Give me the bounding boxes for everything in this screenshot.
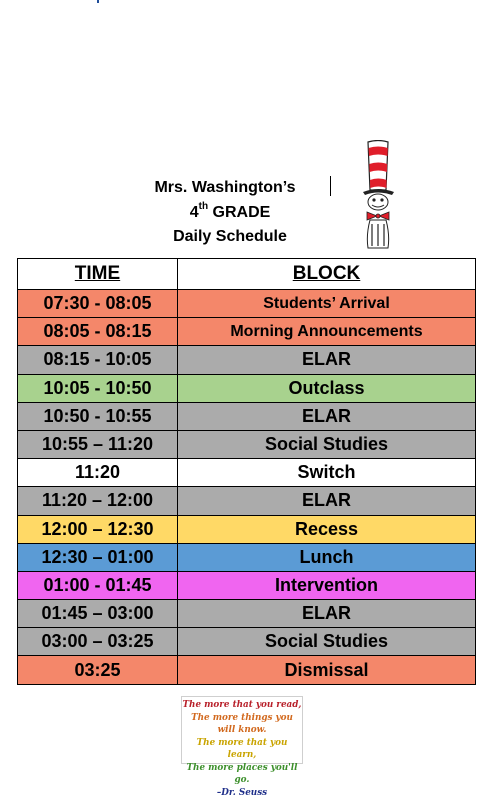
schedule-body xyxy=(18,290,476,685)
schedule-row xyxy=(18,430,476,458)
grade-word: GRADE xyxy=(208,204,270,221)
time-cell: 11:20 xyxy=(18,459,178,487)
block-cell: Social Studies xyxy=(178,628,476,656)
teacher-name: Mrs. Washington’s xyxy=(120,176,330,201)
schedule-row xyxy=(18,402,476,430)
time-cell: 03:00 – 03:25 xyxy=(18,628,178,656)
block-cell: Students’ Arrival xyxy=(178,290,476,318)
block-cell: Dismissal xyxy=(178,656,476,684)
block-cell: Social Studies xyxy=(178,430,476,458)
cat-in-the-hat-illustration xyxy=(356,140,400,250)
block-cell: Lunch xyxy=(178,543,476,571)
schedule-row xyxy=(18,515,476,543)
quote-line: The more that you read, xyxy=(182,699,302,712)
time-cell: 12:00 – 12:30 xyxy=(18,515,178,543)
header-row xyxy=(18,259,476,290)
block-cell: Intervention xyxy=(178,571,476,599)
schedule-row xyxy=(18,628,476,656)
schedule-row xyxy=(18,543,476,571)
grade-suffix: th xyxy=(199,201,208,212)
block-cell: ELAR xyxy=(178,600,476,628)
block-header: BLOCK xyxy=(178,259,476,290)
schedule-row xyxy=(18,656,476,684)
schedule-row xyxy=(18,374,476,402)
time-cell: 10:50 - 10:55 xyxy=(18,402,178,430)
time-cell: 10:55 – 11:20 xyxy=(18,430,178,458)
block-cell: ELAR xyxy=(178,487,476,515)
schedule-row xyxy=(18,487,476,515)
time-cell: 07:30 - 08:05 xyxy=(18,290,178,318)
schedule-row xyxy=(18,571,476,599)
quote-line: The more things you will know. xyxy=(182,712,302,737)
schedule-row xyxy=(18,346,476,374)
block-cell: ELAR xyxy=(178,402,476,430)
block-cell: ELAR xyxy=(178,346,476,374)
quote-line: The more that you learn, xyxy=(182,737,302,762)
schedule-title: Daily Schedule xyxy=(120,225,330,250)
time-header: TIME xyxy=(18,259,178,290)
schedule-row xyxy=(18,318,476,346)
time-cell: 03:25 xyxy=(18,656,178,684)
time-cell: 01:45 – 03:00 xyxy=(18,600,178,628)
schedule-row xyxy=(18,290,476,318)
time-cell: 01:00 - 01:45 xyxy=(18,571,178,599)
schedule-row xyxy=(18,459,476,487)
grade-title xyxy=(120,201,330,226)
block-cell: Switch xyxy=(178,459,476,487)
quote-line: The more places you'll go. xyxy=(182,762,302,787)
block-cell: Recess xyxy=(178,515,476,543)
block-cell: Morning Announcements xyxy=(178,318,476,346)
time-cell: 12:30 – 01:00 xyxy=(18,543,178,571)
block-cell: Outclass xyxy=(178,374,476,402)
text-cursor xyxy=(330,176,331,196)
time-cell: 08:15 - 10:05 xyxy=(18,346,178,374)
stray-mark xyxy=(97,0,99,3)
time-cell: 11:20 – 12:00 xyxy=(18,487,178,515)
schedule-heading xyxy=(120,176,330,250)
time-cell: 10:05 - 10:50 xyxy=(18,374,178,402)
quote-author: –Dr. Seuss xyxy=(182,787,302,799)
dr-seuss-quote xyxy=(181,696,303,764)
schedule-row xyxy=(18,600,476,628)
schedule-table xyxy=(17,258,476,685)
time-cell: 08:05 - 08:15 xyxy=(18,318,178,346)
grade-number: 4 xyxy=(190,204,199,221)
